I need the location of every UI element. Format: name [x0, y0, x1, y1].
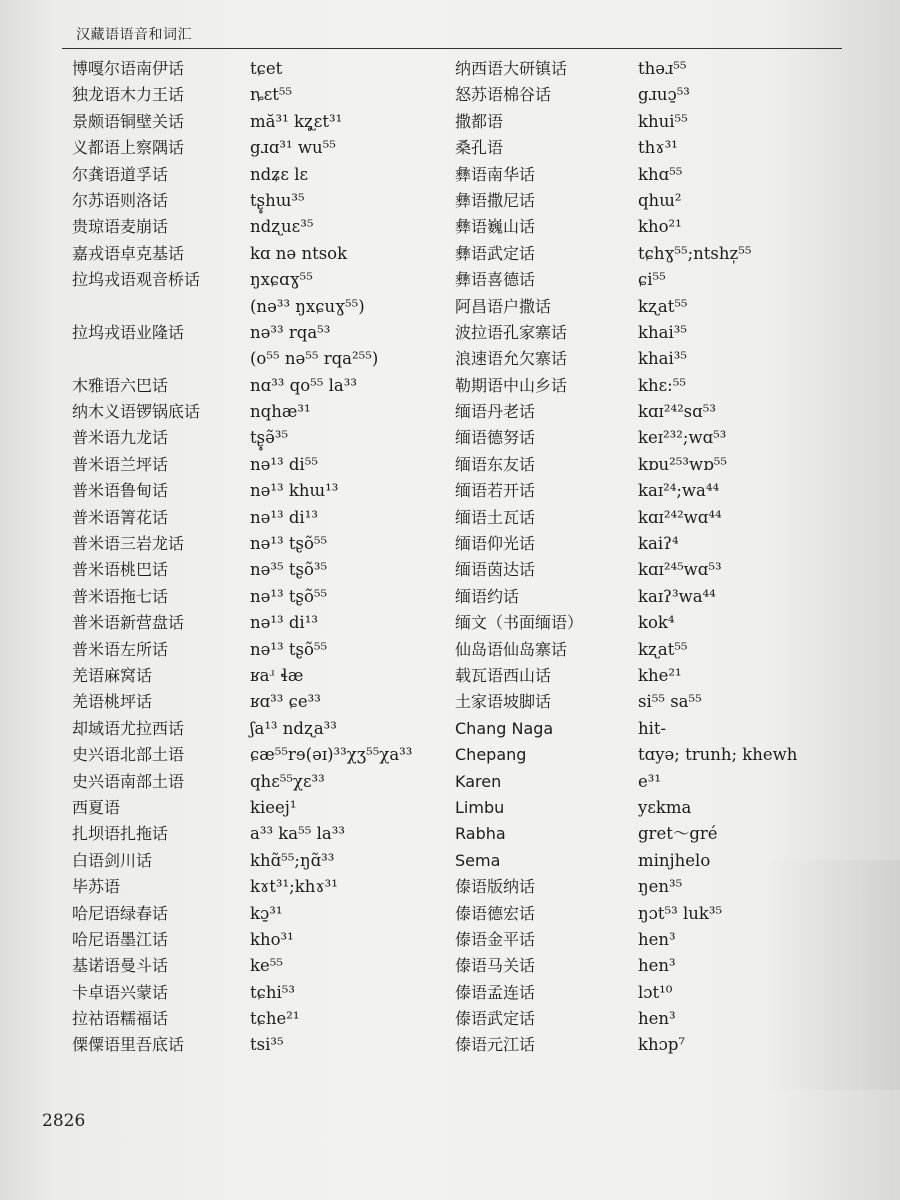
language-name: 木雅语六巴话 [72, 375, 169, 395]
phonetic-form: kɑɪ²⁴²wɑ⁴⁴ [638, 507, 722, 527]
entry-row [50, 638, 440, 664]
language-name: 博嘎尔语南伊话 [72, 59, 185, 78]
phonetic-form: tɕhe²¹ [250, 1009, 300, 1029]
entry-row [50, 453, 440, 479]
phonetic-form: gret～gré [638, 824, 718, 844]
phonetic-form: tʂ̥ə̃³⁵ [250, 428, 289, 448]
entry-row [50, 506, 440, 532]
phonetic-form: nə¹³ di¹³ [250, 507, 318, 527]
language-name: 却域语尤拉西话 [72, 718, 185, 738]
phonetic-form: ke⁵⁵ [250, 956, 283, 976]
language-name: 缅语丹老话 [455, 402, 536, 422]
phonetic-form: kɒu²⁵³wɒ⁵⁵ [638, 454, 727, 474]
language-name: 桑孔语 [455, 138, 504, 158]
phonetic-form: tɑyə; trunh; khewh [638, 745, 798, 765]
language-name: 彝语喜德话 [455, 270, 536, 290]
entry-row [455, 136, 875, 162]
phonetic-form: kho³¹ [250, 929, 294, 949]
phonetic-form: mă³¹ kʐ̥ɛt³¹ [250, 111, 343, 131]
phonetic-form: tɕet [250, 59, 283, 78]
phonetic-form: nə¹³ di¹³ [250, 613, 318, 633]
entry-row [50, 690, 440, 716]
phonetic-form: gɹɑ³¹ wu⁵⁵ [250, 138, 336, 158]
language-name: 扎坝语扎拖话 [72, 824, 169, 844]
language-name: 缅语东友话 [455, 454, 536, 474]
phonetic-form: minjhelo [638, 850, 711, 870]
entry-row [50, 163, 440, 189]
entry-row [455, 295, 875, 321]
phonetic-form: nqhæ³¹ [250, 402, 311, 422]
entry-row [50, 242, 440, 268]
language-name: 景颇语铜壁关话 [72, 111, 185, 131]
entry-row [50, 743, 440, 769]
phonetic-form: khɔp⁷ [638, 1035, 686, 1055]
entry-row [455, 426, 875, 452]
entry-row [455, 506, 875, 532]
phonetic-form: nə¹³ tʂõ⁵⁵ [250, 534, 328, 554]
phonetic-form: ʁɑ³³ ɕe³³ [250, 692, 321, 712]
language-name: 贵琼语麦崩话 [72, 217, 169, 237]
phonetic-form: ndʑɛ lɛ [250, 164, 309, 184]
language-name: 傣语德宏话 [455, 903, 536, 923]
language-name: 羌语桃坪话 [72, 692, 153, 712]
language-name: 缅语约话 [455, 586, 520, 606]
language-name: 缅文（书面缅语） [455, 613, 584, 633]
entry-row [455, 215, 875, 241]
language-name: 彝语武定话 [455, 243, 536, 263]
header-title: 汉藏语语音和词汇 [76, 27, 192, 43]
entry-row [50, 717, 440, 743]
language-name: 尔苏语则洛话 [72, 190, 169, 210]
phonetic-form: nə¹³ di⁵⁵ [250, 454, 318, 474]
phonetic-form: ʁaʴ ɬæ [250, 665, 304, 685]
language-name: 哈尼语墨江话 [72, 929, 169, 949]
phonetic-form: kaɪʔ³wa⁴⁴ [638, 586, 716, 606]
entry-row [455, 374, 875, 400]
language-name: 仙岛语仙岛寨话 [455, 639, 568, 659]
phonetic-form: ɕæ⁵⁵rɘ(əɪ)³³χʒ⁵⁵χa³³ [250, 745, 413, 765]
entry-row [50, 770, 440, 796]
phonetic-form: ŋxɕɑɣ⁵⁵ [250, 270, 313, 290]
phonetic-form: kɔ̱³¹ [250, 903, 283, 923]
language-name: 白语剑川话 [72, 850, 153, 870]
entry-row [455, 532, 875, 558]
language-name: 普米语拖七话 [72, 586, 169, 606]
entry-row [50, 532, 440, 558]
entry-row [455, 664, 875, 690]
entry-row [455, 347, 875, 373]
language-name: Chang Naga [455, 718, 554, 738]
phonetic-form: hen³ [638, 929, 676, 949]
entry-row [455, 638, 875, 664]
phonetic-form: tɕhi⁵³ [250, 982, 296, 1002]
entry-row [455, 611, 875, 637]
language-name: 拉坞戎语观音桥话 [72, 270, 201, 290]
phonetic-form: khai³⁵ [638, 322, 687, 342]
phonetic-form: kieej¹ [250, 797, 297, 817]
language-name: 嘉戎语卓克基话 [72, 243, 185, 263]
language-name: 怒苏语棉谷话 [455, 85, 552, 105]
language-name: 普米语鲁甸话 [72, 481, 169, 501]
phonetic-form: khɑ⁵⁵ [638, 164, 683, 184]
entry-row [50, 902, 440, 928]
phonetic-form: (nə³³ ŋxɕuɣ⁵⁵) [250, 296, 365, 316]
entry-row [50, 426, 440, 452]
language-name: Sema [455, 850, 501, 870]
language-name: 傈僳语里吾底话 [72, 1035, 185, 1055]
entry-row [455, 268, 875, 294]
phonetic-form: kok⁴ [638, 613, 675, 633]
entry-row [455, 770, 875, 796]
entry-row [455, 796, 875, 822]
language-name: 普米语九龙话 [72, 428, 169, 448]
phonetic-form: e³¹ [638, 771, 661, 791]
language-name: Limbu [455, 797, 505, 817]
language-name: 载瓦语西山话 [455, 665, 552, 685]
entry-row [50, 110, 440, 136]
phonetic-form: keɪ²³²;wɑ⁵³ [638, 428, 727, 448]
phonetic-form: nə³³ rqa⁵³ [250, 322, 331, 342]
phonetic-form: tsi³⁵ [250, 1035, 284, 1055]
entry-row [455, 163, 875, 189]
language-name: 纳西语大研镇话 [455, 59, 568, 78]
entry-row [50, 321, 440, 347]
language-name: 阿昌语户撒话 [455, 296, 552, 316]
phonetic-form: khui⁵⁵ [638, 111, 688, 131]
entry-row [455, 321, 875, 347]
language-name: 缅语若开话 [455, 481, 536, 501]
language-name: 浪速语允欠寨话 [455, 349, 568, 369]
left-column [50, 57, 440, 1060]
language-name: 彝语巍山话 [455, 217, 536, 237]
language-name: 普米语三岩龙话 [72, 534, 185, 554]
phonetic-form: kɤt³¹;khɤ³¹ [250, 877, 338, 897]
entry-row [50, 822, 440, 848]
phonetic-form: hen³ [638, 1009, 676, 1029]
language-name: 尔龚语道孚话 [72, 164, 169, 184]
language-name: 傣语马关话 [455, 956, 536, 976]
entry-row [50, 400, 440, 426]
entry-row [455, 585, 875, 611]
entry-row [455, 57, 875, 83]
language-name: 史兴语南部土语 [72, 771, 185, 791]
language-name: Chepang [455, 745, 527, 765]
language-name: 傣语版纳话 [455, 877, 536, 897]
phonetic-form: nə¹³ khɯ¹³ [250, 481, 339, 501]
language-name: 傣语孟连话 [455, 982, 536, 1002]
entry-row [50, 57, 440, 83]
phonetic-form: hit- [638, 718, 667, 738]
language-name: 土家语坡脚话 [455, 692, 552, 712]
phonetic-form: khai³⁵ [638, 349, 687, 369]
phonetic-form: yɛkma [638, 797, 692, 817]
entry-row [50, 796, 440, 822]
language-name: 哈尼语绿春话 [72, 903, 169, 923]
language-name: 波拉语孔家寨话 [455, 322, 568, 342]
entry-row [50, 374, 440, 400]
language-name: 普米语兰坪话 [72, 454, 169, 474]
phonetic-form: khɛ:⁵⁵ [638, 375, 686, 395]
language-name: 西夏语 [72, 797, 121, 817]
language-name: 基诺语曼斗话 [72, 956, 169, 976]
entry-row [455, 822, 875, 848]
entry-row [455, 83, 875, 109]
running-header [62, 22, 842, 49]
entry-row [50, 611, 440, 637]
entry-row [455, 189, 875, 215]
phonetic-form: lɔt¹⁰ [638, 982, 673, 1002]
phonetic-form: nə¹³ tʂõ⁵⁵ [250, 639, 328, 659]
language-name: 傣语金平话 [455, 929, 536, 949]
language-name: 彝语撒尼话 [455, 190, 536, 210]
phonetic-form: ndʐuɛ³⁵ [250, 217, 314, 237]
entry-row [50, 268, 440, 294]
entry-row [50, 558, 440, 584]
entry-row [50, 664, 440, 690]
language-name: Rabha [455, 824, 506, 844]
entry-row [455, 479, 875, 505]
entry-row [455, 110, 875, 136]
phonetic-form: khɑ̃⁵⁵;ŋɑ̃³³ [250, 850, 335, 870]
language-name: 羌语麻窝话 [72, 665, 153, 685]
language-name: 普米语左所话 [72, 639, 169, 659]
entry-row [50, 479, 440, 505]
entry-row [50, 136, 440, 162]
phonetic-form: kaiʔ⁴ [638, 534, 679, 554]
facing-page-shadow [760, 860, 900, 1090]
language-name: 缅语土瓦话 [455, 507, 536, 527]
language-name: 拉坞戎语业隆话 [72, 322, 185, 342]
language-name: 普米语新营盘话 [72, 613, 185, 633]
phonetic-form: kho²¹ [638, 217, 682, 237]
phonetic-form: kʐat⁵⁵ [638, 296, 688, 316]
language-name: 义都语上察隅话 [72, 138, 185, 158]
language-name: 傣语武定话 [455, 1009, 536, 1029]
language-name: 毕苏语 [72, 877, 121, 897]
entry-row [50, 295, 440, 321]
language-name: 缅语德努话 [455, 428, 536, 448]
phonetic-form: si⁵⁵ sa⁵⁵ [638, 692, 702, 712]
phonetic-form: nɑ³³ qo⁵⁵ la³³ [250, 375, 357, 395]
entry-row [50, 981, 440, 1007]
phonetic-form: kaɪ²⁴;wa⁴⁴ [638, 481, 720, 501]
language-name: 傣语元江话 [455, 1035, 536, 1055]
entry-row [50, 875, 440, 901]
language-name: 普米语桃巴话 [72, 560, 169, 580]
language-name: 独龙语木力王话 [72, 85, 185, 105]
phonetic-form: ŋen³⁵ [638, 877, 683, 897]
language-name: 撒都语 [455, 111, 504, 131]
phonetic-form: nə¹³ tʂõ⁵⁵ [250, 586, 328, 606]
phonetic-form: thəɹ⁵⁵ [638, 59, 687, 78]
entry-row [50, 215, 440, 241]
entry-row [50, 1007, 440, 1033]
entry-row [455, 743, 875, 769]
phonetic-form: thɤ³¹ [638, 138, 678, 158]
phonetic-form: kɑ nə ntsok [250, 243, 348, 263]
language-name: 勒期语中山乡话 [455, 375, 568, 395]
entry-row [50, 83, 440, 109]
language-name: 缅语茵达话 [455, 560, 536, 580]
phonetic-form: ŋɔt⁵³ luk³⁵ [638, 903, 723, 923]
language-name: 史兴语北部土语 [72, 745, 185, 765]
entry-row [455, 690, 875, 716]
language-name: 彝语南华话 [455, 164, 536, 184]
phonetic-form: ʃa¹³ ndʐa³³ [250, 718, 337, 738]
phonetic-form: qhɛ⁵⁵χɛ³³ [250, 771, 325, 791]
entry-row [455, 558, 875, 584]
page-number: 2826 [42, 1111, 86, 1131]
entry-row [50, 928, 440, 954]
phonetic-form: kʐat⁵⁵ [638, 639, 688, 659]
language-name: 拉祜语糯福话 [72, 1009, 169, 1029]
language-name: 缅语仰光话 [455, 534, 536, 554]
language-name: 纳木义语锣锅底话 [72, 402, 201, 422]
phonetic-form: qhɯ² [638, 190, 682, 210]
entry-row [455, 400, 875, 426]
phonetic-form: nə³⁵ tʂõ³⁵ [250, 560, 328, 580]
phonetic-form: ɕi⁵⁵ [638, 270, 666, 290]
entry-row [455, 717, 875, 743]
entry-row [50, 347, 440, 373]
entry-row [455, 242, 875, 268]
phonetic-form: tɕhɣ⁵⁵;ntshz̩⁵⁵ [638, 243, 752, 263]
entry-row [50, 954, 440, 980]
entry-row [50, 585, 440, 611]
entry-row [50, 189, 440, 215]
language-name: 卡卓语兴蒙话 [72, 982, 169, 1002]
phonetic-form: ȵɛt⁵⁵ [250, 85, 293, 105]
phonetic-form: kɑɪ²⁴²sɑ⁵³ [638, 402, 716, 422]
entry-row [455, 453, 875, 479]
entry-row [50, 849, 440, 875]
phonetic-form: gɹuɔ̱⁵³ [638, 85, 690, 105]
phonetic-form: (o⁵⁵ nə⁵⁵ rqa²⁵⁵) [250, 349, 379, 369]
language-name: Karen [455, 771, 502, 791]
phonetic-form: kɑɪ²⁴⁵wɑ⁵³ [638, 560, 722, 580]
entry-row [50, 1033, 440, 1059]
phonetic-form: a³³ ka⁵⁵ la³³ [250, 824, 345, 844]
phonetic-form: khe²¹ [638, 665, 682, 685]
phonetic-form: hen³ [638, 956, 676, 976]
phonetic-form: tʂ̥hɯ³⁵ [250, 190, 305, 210]
language-name: 普米语箐花话 [72, 507, 169, 527]
